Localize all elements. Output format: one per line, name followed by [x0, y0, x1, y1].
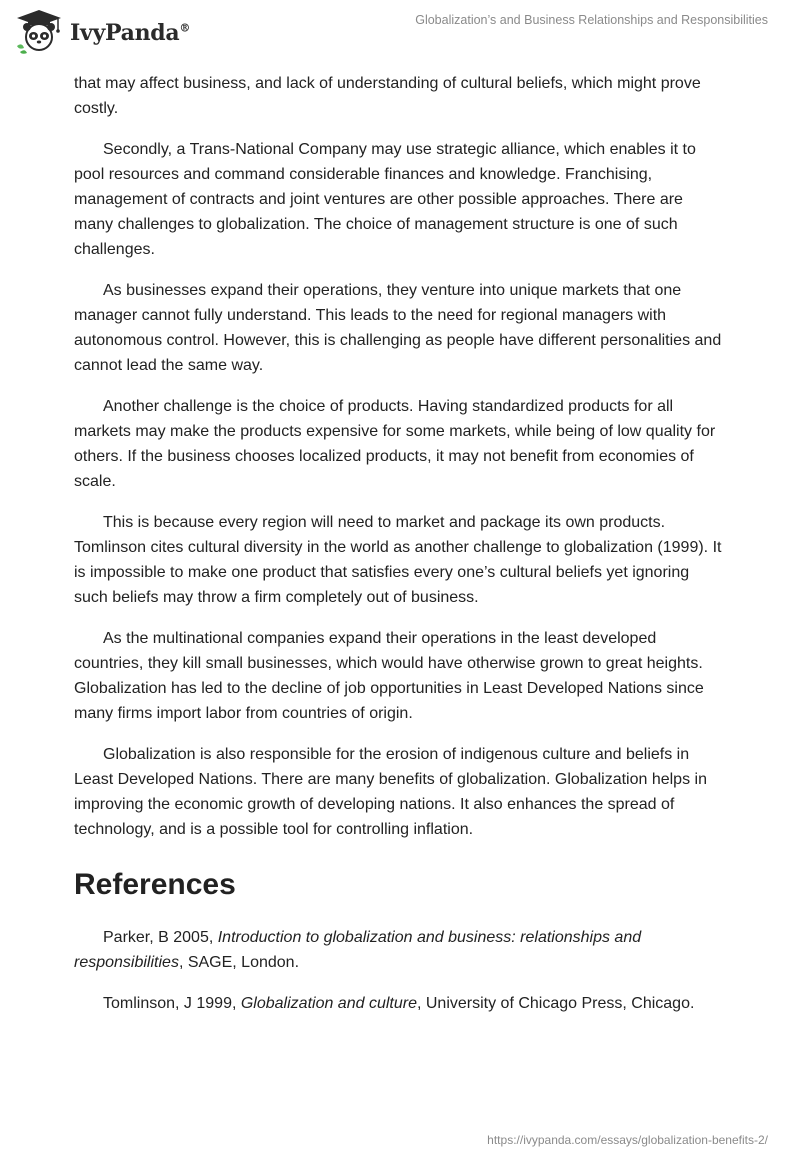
reference-item — [74, 925, 726, 975]
essay-body — [74, 71, 726, 1032]
document-title: Globalization’s and Business Relationships and Responsibilities — [415, 13, 768, 27]
logo-wordmark: IvyPanda® — [70, 20, 191, 46]
paragraph: This is because every region will need to market and package its own products. Tomlinson cites cultural diversity in the world as another challenge to globalization (1999). It is impossible to make one product that satisfies every one’s cultural beliefs yet ignoring such beliefs may throw a firm completely out of business. — [74, 514, 722, 606]
page-header — [0, 0, 800, 70]
paragraph: Globalization is also responsible for the erosion of indigenous culture and beliefs in Least Developed Nations. There are many benefits of globalization. Globalization helps in improving the economic growth of developing nations. It also enhances the spread of technology, and is a possible tool for controlling inflation. — [74, 746, 707, 838]
panda-graduate-icon — [14, 8, 64, 54]
reference-author-year: Tomlinson, J 1999, — [103, 995, 241, 1012]
paragraph: Another challenge is the choice of products. Having standardized products for all markets may make the products expensive for some markets, while being of low quality for others. If the business chooses localized products, it may not benefit from economies of scale. — [74, 398, 716, 490]
reference-publisher: , University of Chicago Press, Chicago. — [416, 995, 695, 1012]
reference-author-year: Parker, B 2005, — [103, 929, 218, 946]
paragraph: As businesses expand their operations, they venture into unique markets that one manager cannot fully understand. This leads to the need for regional managers with autonomous control. However, this is challenging as people have different personalities and cannot lead the same way. — [74, 282, 722, 374]
references-heading: References — [74, 868, 236, 901]
paragraph: Secondly, a Trans-National Company may use strategic alliance, which enables it to pool resources and command considerable finances and knowledge. Franchising, management of contracts and joint ventures are other possible approaches. There are many challenges to globalization. The choice of management structure is one of such challenges. — [74, 141, 696, 258]
reference-item — [74, 991, 726, 1016]
ivypanda-logo[interactable] — [14, 8, 190, 54]
paragraph: As the multinational companies expand their operations in the least developed countries, they kill small businesses, which would have otherwise grown to great heights. Globalization has led to the decline of job opportunities in Least Developed Nations since many firms import labor from countries of origin. — [74, 630, 704, 722]
paragraph: that may affect business, and lack of understanding of cultural beliefs, which might prove costly. — [74, 75, 701, 117]
reference-title: Globalization and culture — [240, 995, 417, 1012]
source-url[interactable]: https://ivypanda.com/essays/globalization-benefits-2/ — [487, 1133, 768, 1147]
reference-publisher: , SAGE, London. — [178, 954, 300, 971]
reference-title: Introduction to globalization and business: relationships and responsibilities — [74, 929, 642, 971]
